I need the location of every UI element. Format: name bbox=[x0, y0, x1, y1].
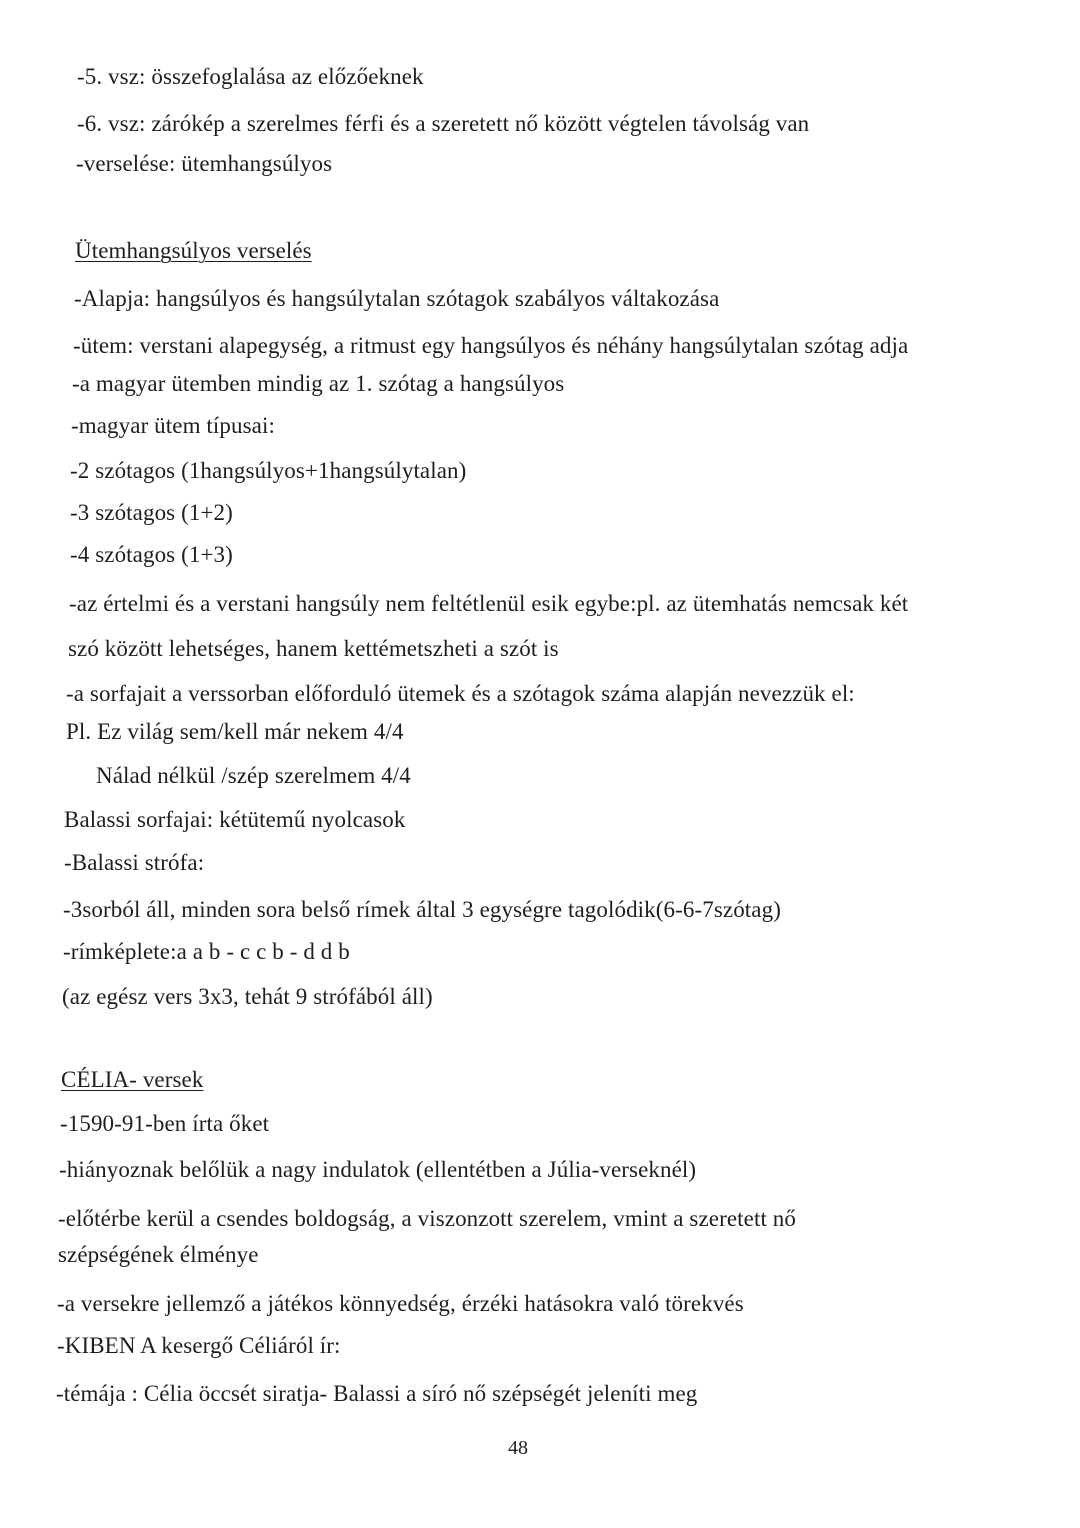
text-line: -2 szótagos (1hangsúlyos+1hangsúlytalan) bbox=[70, 458, 467, 483]
text-line: -témája : Célia öccsét siratja- Balassi a síró nő szépségét jeleníti meg bbox=[56, 1381, 698, 1406]
text-line: -a sorfajait a verssorban előforduló ütemek és a szótagok száma alapján nevezzük el: bbox=[66, 681, 855, 706]
text-line: -6. vsz: zárókép a szerelmes férfi és a szeretett nő között végtelen távolság van bbox=[77, 111, 810, 136]
text-line: -3sorból áll, minden sora belső rímek által 3 egységre tagolódik(6-6-7szótag) bbox=[63, 897, 781, 922]
text-line: -3 szótagos (1+2) bbox=[70, 500, 233, 525]
text-line: Nálad nélkül /szép szerelmem 4/4 bbox=[96, 763, 411, 788]
text-line: szó között lehetséges, hanem kettémetszheti a szót is bbox=[68, 636, 559, 661]
text-line: -előtérbe kerül a csendes boldogság, a viszonzott szerelem, vmint a szeretett nő bbox=[58, 1206, 796, 1231]
text-line: -rímképlete:a a b - c c b - d d b bbox=[63, 939, 350, 964]
text-line: -a magyar ütemben mindig az 1. szótag a hangsúlyos bbox=[72, 371, 565, 396]
text-line: -az értelmi és a verstani hangsúly nem feltétlenül esik egybe:pl. az ütemhatás nemcsak két bbox=[69, 591, 909, 616]
text-line: (az egész vers 3x3, tehát 9 strófából áll) bbox=[62, 984, 433, 1009]
text-line: -1590-91-ben írta őket bbox=[60, 1111, 270, 1136]
text-line: -a versekre jellemző a játékos könnyedség, érzéki hatásokra való törekvés bbox=[57, 1291, 744, 1316]
text-line: Balassi sorfajai: kétütemű nyolcasok bbox=[64, 807, 406, 832]
text-line: -magyar ütem típusai: bbox=[71, 413, 275, 438]
text-line: -Alapja: hangsúlyos és hangsúlytalan szótagok szabályos váltakozása bbox=[74, 286, 720, 311]
text-line: Pl. Ez világ sem/kell már nekem 4/4 bbox=[66, 719, 404, 744]
text-line: -KIBEN A kesergő Céliáról ír: bbox=[57, 1333, 341, 1358]
text-line: -hiányoznak belőlük a nagy indulatok (ellentétben a Júlia-verseknél) bbox=[59, 1157, 697, 1182]
text-line: -4 szótagos (1+3) bbox=[70, 542, 233, 567]
text-line: -ütem: verstani alapegység, a ritmust egy hangsúlyos és néhány hangsúlytalan szótag adja bbox=[73, 333, 909, 358]
text-line: -Balassi strófa: bbox=[64, 850, 205, 875]
page-number: 48 bbox=[508, 1437, 528, 1459]
text-line: -5. vsz: összefoglalása az előzőeknek bbox=[77, 64, 424, 89]
section-heading-celia-versek: CÉLIA- versek bbox=[61, 1067, 204, 1092]
text-line: -verselése: ütemhangsúlyos bbox=[76, 151, 333, 176]
section-heading-utemhangsulyos: Ütemhangsúlyos verselés bbox=[75, 238, 312, 263]
text-line: szépségének élménye bbox=[58, 1242, 259, 1267]
